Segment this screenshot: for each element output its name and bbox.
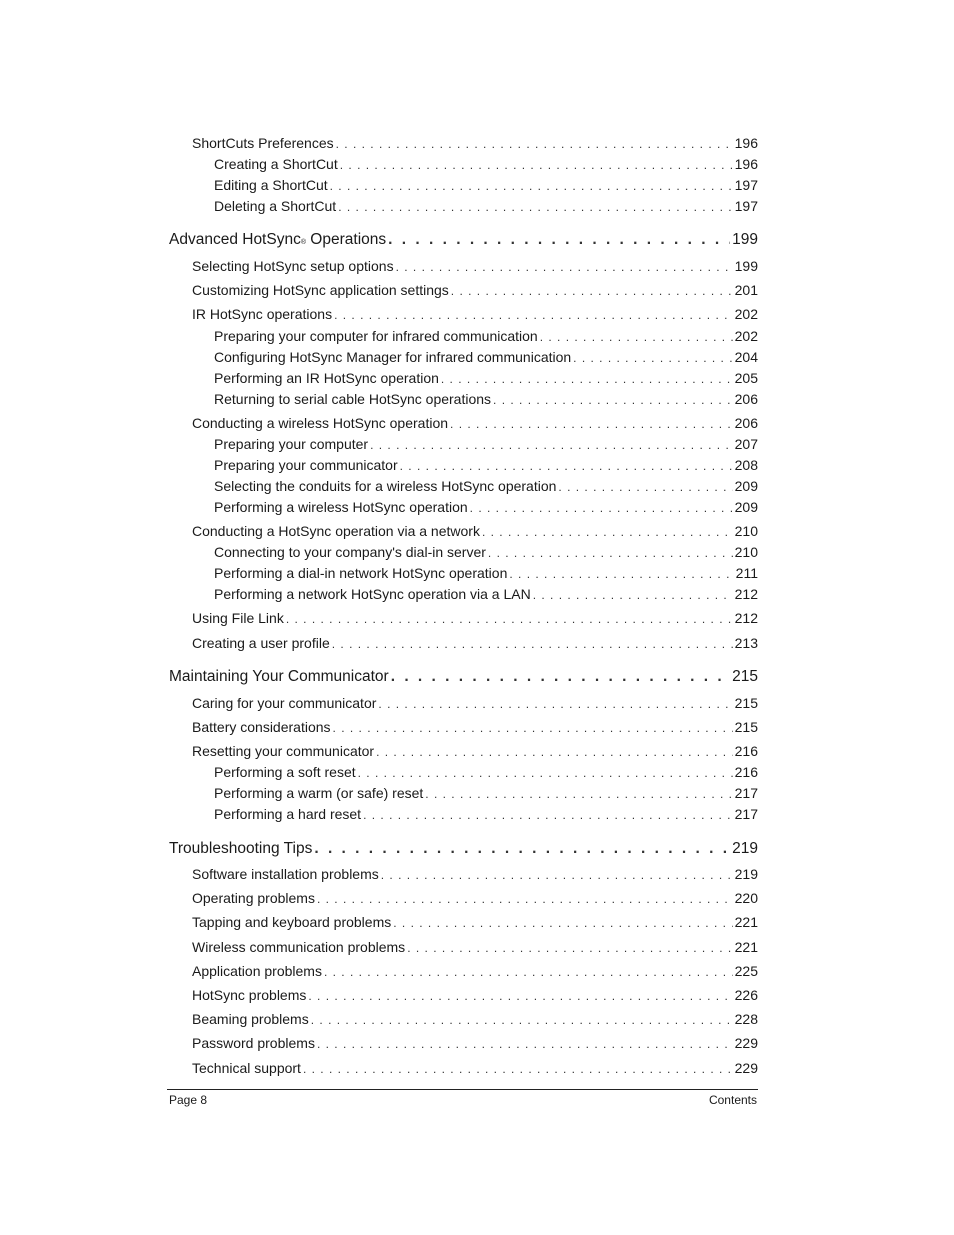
toc-dot-leader xyxy=(317,892,733,906)
toc-section-entry[interactable] xyxy=(169,866,758,882)
toc-entry-label: Beaming problems xyxy=(192,1011,309,1027)
toc-entry-label: Editing a ShortCut xyxy=(214,177,328,193)
toc-entry-label: Password problems xyxy=(192,1035,315,1051)
footer-divider xyxy=(167,1089,758,1090)
toc-dot-leader xyxy=(311,1013,733,1027)
toc-section-entry[interactable] xyxy=(169,328,758,344)
toc-page-number: 210 xyxy=(734,523,758,539)
toc-entry-label: Application problems xyxy=(192,963,322,979)
toc-page-number: 221 xyxy=(734,914,758,930)
toc-entry-label: Performing a network HotSync operation via a LAN xyxy=(214,586,531,602)
toc-dot-leader xyxy=(363,808,733,822)
toc-chapter-entry[interactable] xyxy=(169,840,758,858)
toc-section-entry[interactable] xyxy=(169,415,758,431)
toc-section-entry[interactable] xyxy=(169,963,758,979)
toc-section-entry[interactable] xyxy=(169,478,758,494)
toc-section-entry[interactable] xyxy=(169,135,758,151)
toc-dot-leader xyxy=(450,417,733,431)
toc-dot-leader xyxy=(336,137,733,151)
toc-section-entry[interactable] xyxy=(169,499,758,515)
toc-dot-leader xyxy=(317,1037,733,1051)
toc-entry-label: Customizing HotSync application settings xyxy=(192,282,449,298)
toc-entry-label: Returning to serial cable HotSync operations xyxy=(214,391,492,407)
toc-entry-label: Operating problems xyxy=(192,890,315,906)
toc-page-number: 228 xyxy=(734,1011,758,1027)
toc-page-number: 209 xyxy=(734,499,758,515)
footer-page-number: Page 8 xyxy=(169,1093,208,1107)
toc-section-entry[interactable] xyxy=(169,695,758,711)
toc-section-entry[interactable] xyxy=(169,523,758,539)
toc-dot-leader xyxy=(340,158,733,172)
toc-chapter-entry[interactable] xyxy=(169,668,758,686)
toc-section-entry[interactable] xyxy=(169,258,758,274)
toc-dot-leader xyxy=(558,480,732,494)
toc-section-entry[interactable] xyxy=(169,1060,758,1076)
toc-page-number: 229 xyxy=(734,1060,758,1076)
toc-dot-leader xyxy=(533,588,733,602)
footer-section-name: Contents xyxy=(708,1093,757,1107)
toc-page-number: 212 xyxy=(734,610,758,626)
toc-section-entry[interactable] xyxy=(169,282,758,298)
toc-section-entry[interactable] xyxy=(169,743,758,759)
toc-dot-leader xyxy=(370,438,733,452)
toc-section-entry[interactable] xyxy=(169,198,758,214)
toc-entry-label: Performing an IR HotSync operation xyxy=(214,370,439,386)
toc-entry-label: Software installation problems xyxy=(192,866,379,882)
toc-section-entry[interactable] xyxy=(169,914,758,930)
toc-section-entry[interactable] xyxy=(169,1035,758,1051)
toc-entry-label: Deleting a ShortCut xyxy=(214,198,337,214)
table-of-contents xyxy=(169,0,758,1235)
toc-page-number: 207 xyxy=(734,436,758,452)
toc-dot-leader xyxy=(358,766,733,780)
toc-dot-leader xyxy=(573,351,732,365)
toc-page-number: 217 xyxy=(734,806,758,822)
toc-entry-label: Preparing your computer for infrared communication xyxy=(214,328,538,344)
toc-section-entry[interactable] xyxy=(169,1011,758,1027)
toc-dot-leader xyxy=(332,637,733,651)
toc-dot-leader xyxy=(338,200,732,214)
toc-entry-label: ShortCuts Preferences xyxy=(192,135,334,151)
toc-page-number: 219 xyxy=(734,866,758,882)
toc-page-number: 210 xyxy=(734,544,758,560)
toc-page-number: 202 xyxy=(734,306,758,322)
toc-dot-leader xyxy=(396,260,733,274)
toc-dot-leader xyxy=(393,916,732,930)
registered-mark: ® xyxy=(300,239,306,246)
toc-entry-label: HotSync problems xyxy=(192,987,307,1003)
toc-section-entry[interactable] xyxy=(169,890,758,906)
toc-section-entry[interactable] xyxy=(169,565,758,581)
toc-section-entry[interactable] xyxy=(169,544,758,560)
toc-entry-label: Selecting the conduits for a wireless HotSync operation xyxy=(214,478,557,494)
toc-page-number: 205 xyxy=(734,370,758,386)
toc-page-number: 197 xyxy=(734,198,758,214)
toc-page-number: 215 xyxy=(734,719,758,735)
toc-dot-leader xyxy=(330,179,733,193)
toc-dot-leader xyxy=(388,231,730,249)
toc-dot-leader xyxy=(400,459,733,473)
toc-dot-leader xyxy=(451,284,733,298)
toc-dot-leader xyxy=(407,941,732,955)
toc-entry-label: Performing a warm (or safe) reset xyxy=(214,785,424,801)
toc-dot-leader xyxy=(470,501,733,515)
toc-page-number: 201 xyxy=(734,282,758,298)
toc-section-entry[interactable] xyxy=(169,586,758,602)
toc-entry-label: Maintaining Your Communicator xyxy=(169,668,389,685)
toc-page-number: 196 xyxy=(734,156,758,172)
toc-entry-label: Configuring HotSync Manager for infrared communication xyxy=(214,349,572,365)
toc-section-entry[interactable] xyxy=(169,391,758,407)
toc-page-number: 221 xyxy=(734,939,758,955)
toc-dot-leader xyxy=(493,393,733,407)
toc-chapter-entry[interactable] xyxy=(169,231,758,249)
toc-entry-label: Performing a dial-in network HotSync operation xyxy=(214,565,508,581)
toc-entry-label: Creating a ShortCut xyxy=(214,156,338,172)
toc-dot-leader xyxy=(334,308,733,322)
toc-entry-label: Resetting your communicator xyxy=(192,743,375,759)
toc-section-entry[interactable] xyxy=(169,635,758,651)
toc-dot-leader xyxy=(376,745,733,759)
toc-dot-leader xyxy=(482,525,733,539)
toc-section-entry[interactable] xyxy=(169,610,758,626)
toc-page-number: 204 xyxy=(734,349,758,365)
toc-dot-leader xyxy=(540,330,733,344)
toc-entry-label: Caring for your communicator xyxy=(192,695,377,711)
toc-dot-leader xyxy=(509,567,733,581)
toc-section-entry[interactable] xyxy=(169,764,758,780)
toc-dot-leader xyxy=(286,612,733,626)
toc-page-number: 212 xyxy=(734,586,758,602)
toc-dot-leader xyxy=(441,372,733,386)
toc-entry-label: Technical support xyxy=(192,1060,301,1076)
toc-dot-leader xyxy=(425,787,732,801)
toc-page-number: 216 xyxy=(734,743,758,759)
toc-page-number: 208 xyxy=(734,457,758,473)
toc-page-number: 196 xyxy=(734,135,758,151)
toc-entry-label: Tapping and keyboard problems xyxy=(192,914,392,930)
toc-page-number: 217 xyxy=(734,785,758,801)
toc-entry-label: Conducting a HotSync operation via a network xyxy=(192,523,480,539)
toc-page-number: 226 xyxy=(734,987,758,1003)
toc-section-entry[interactable] xyxy=(169,806,758,822)
toc-entry-label: Preparing your communicator xyxy=(214,457,398,473)
toc-page-number: 199 xyxy=(732,231,758,248)
toc-dot-leader xyxy=(314,840,730,858)
toc-section-entry[interactable] xyxy=(169,719,758,735)
toc-dot-leader xyxy=(391,668,730,686)
toc-section-entry[interactable] xyxy=(169,156,758,172)
toc-page-number: 225 xyxy=(734,963,758,979)
toc-page-number: 197 xyxy=(734,177,758,193)
toc-entry-label: Performing a soft reset xyxy=(214,764,356,780)
toc-section-entry[interactable] xyxy=(169,370,758,386)
toc-page-number: 219 xyxy=(732,840,758,857)
toc-entry-label: Selecting HotSync setup options xyxy=(192,258,394,274)
toc-dot-leader xyxy=(308,989,732,1003)
toc-section-entry[interactable] xyxy=(169,349,758,365)
toc-page-number: 215 xyxy=(732,668,758,685)
toc-section-entry[interactable] xyxy=(169,939,758,955)
toc-page-number: 209 xyxy=(734,478,758,494)
toc-page-number: 211 xyxy=(735,565,758,581)
toc-section-entry[interactable] xyxy=(169,785,758,801)
toc-page-number: 206 xyxy=(734,391,758,407)
toc-dot-leader xyxy=(381,868,733,882)
toc-entry-label: Battery considerations xyxy=(192,719,331,735)
toc-entry-label: Conducting a wireless HotSync operation xyxy=(192,415,449,431)
toc-section-entry[interactable] xyxy=(169,436,758,452)
toc-entry-label: Preparing your computer xyxy=(214,436,369,452)
toc-dot-leader xyxy=(324,965,733,979)
toc-page-number: 229 xyxy=(734,1035,758,1051)
toc-entry-label: Creating a user profile xyxy=(192,635,330,651)
toc-section-entry[interactable] xyxy=(169,457,758,473)
toc-dot-leader xyxy=(303,1062,733,1076)
toc-page-number: 220 xyxy=(734,890,758,906)
toc-section-entry[interactable] xyxy=(169,177,758,193)
toc-section-entry[interactable] xyxy=(169,306,758,322)
toc-entry-label: Connecting to your company's dial-in server xyxy=(214,544,486,560)
toc-dot-leader xyxy=(488,546,733,560)
toc-entry-label: IR HotSync operations xyxy=(192,306,333,322)
toc-page-number: 199 xyxy=(734,258,758,274)
toc-entry-label-suffix: Operations xyxy=(306,231,387,248)
toc-page-number: 213 xyxy=(734,635,758,651)
toc-entry-label: Advanced HotSync xyxy=(169,231,301,248)
toc-entry-label: Troubleshooting Tips xyxy=(169,840,313,857)
toc-page-number: 206 xyxy=(734,415,758,431)
toc-entry-label: Using File Link xyxy=(192,610,284,626)
toc-dot-leader xyxy=(333,721,733,735)
toc-page-number: 216 xyxy=(734,764,758,780)
toc-page-number: 202 xyxy=(734,328,758,344)
toc-dot-leader xyxy=(378,697,732,711)
toc-page-number: 215 xyxy=(734,695,758,711)
toc-entry-label: Performing a hard reset xyxy=(214,806,362,822)
toc-entry-label: Wireless communication problems xyxy=(192,939,406,955)
toc-section-entry[interactable] xyxy=(169,987,758,1003)
toc-entry-label: Performing a wireless HotSync operation xyxy=(214,499,468,515)
